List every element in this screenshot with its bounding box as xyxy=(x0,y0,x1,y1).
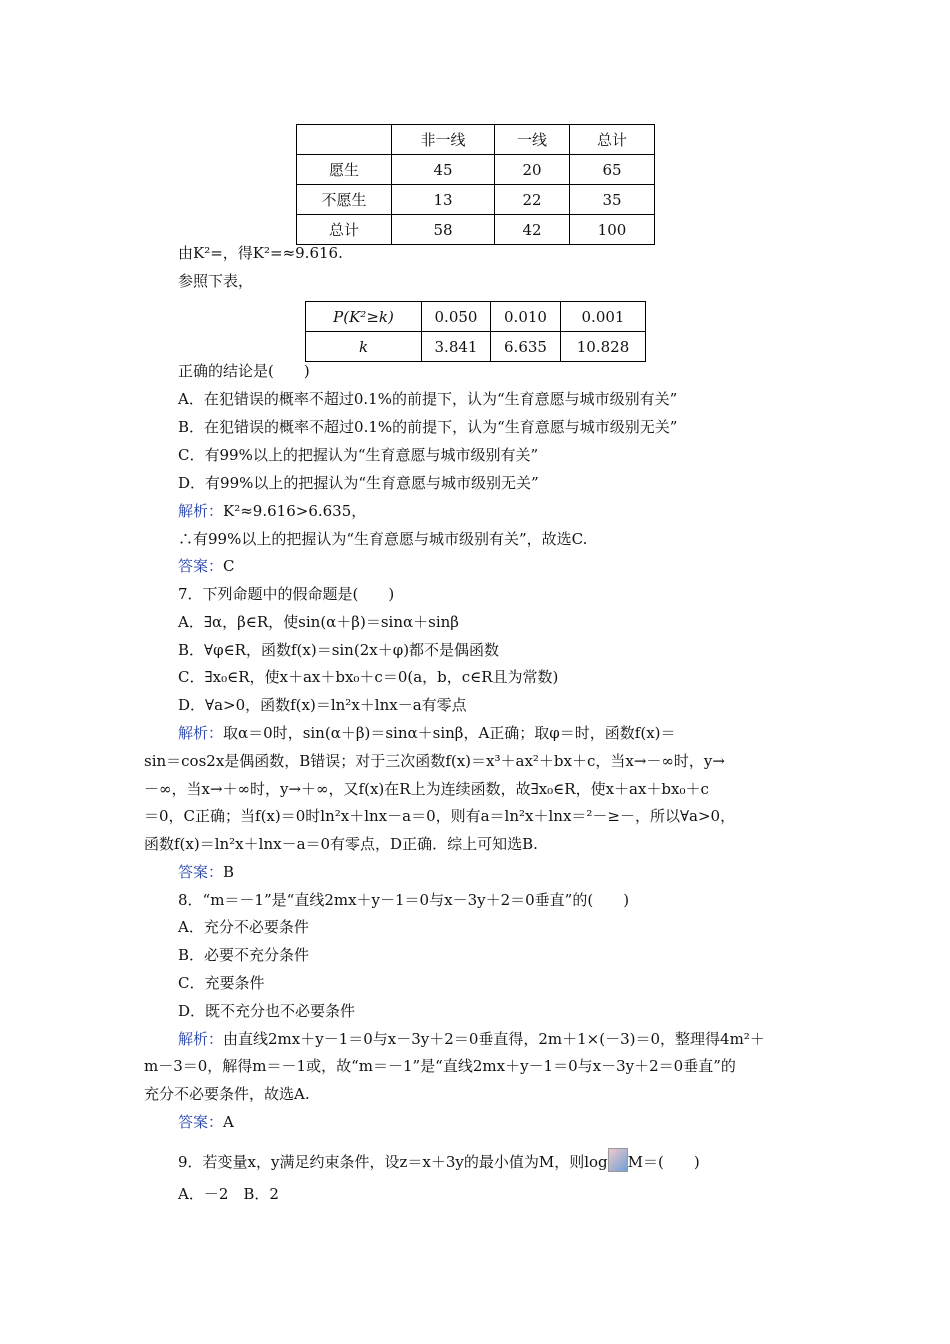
option-d: D．有99%以上的把握认为“生育意愿与城市级别无关” xyxy=(178,474,539,492)
q8-analysis-line: 充分不必要条件，故选A. xyxy=(144,1085,310,1103)
q8-option-c: C．充要条件 xyxy=(178,974,265,992)
answer-value: B xyxy=(223,863,235,881)
table-row xyxy=(306,302,646,332)
analysis-label: 解析： xyxy=(178,1030,224,1048)
q8-answer-line xyxy=(178,1112,234,1132)
table-cell: 45 xyxy=(392,155,495,185)
table-row xyxy=(297,215,655,245)
answer-label: 答案： xyxy=(178,863,224,881)
table-header-row xyxy=(297,125,655,155)
q7-analysis-line: ＝0，C正确；当f(x)＝0时ln²x＋lnx－a＝0，则有a＝ln²x＋lnx＝²－≥－，所以∀a>0， xyxy=(144,807,736,825)
answer-line xyxy=(178,556,235,576)
q7-analysis-line: －∞，当x→＋∞时，y→＋∞，又f(x)在R上为连续函数，故∃x₀∈R，使x＋ax＋bx₀＋c xyxy=(144,780,709,798)
critical-value-table xyxy=(305,301,646,362)
table-cell: 100 xyxy=(570,215,655,245)
table-cell: 10.828 xyxy=(561,332,646,362)
option-b: B．在犯错误的概率不超过0.1%的前提下，认为“生育意愿与城市级别无关” xyxy=(178,418,678,436)
table-cell: 不愿生 xyxy=(297,185,392,215)
table-cell: 一线 xyxy=(495,125,570,155)
table-row xyxy=(297,155,655,185)
q7-option-a: A．∃α，β∈R，使sin(α＋β)＝sinα＋sinβ xyxy=(178,613,459,631)
analysis-label: 解析： xyxy=(178,724,224,742)
table-cell: 0.001 xyxy=(561,302,646,332)
q8-analysis-line: m－3＝0，解得m＝－1或，故“m＝－1”是“直线2mx＋y－1＝0与x－3y＋2＝0垂直”的 xyxy=(144,1057,736,1075)
question-prompt: 正确的结论是( ) xyxy=(178,362,310,380)
table-cell: 20 xyxy=(495,155,570,185)
table-cell: 总计 xyxy=(570,125,655,155)
q9-options: A．－2 B．2 xyxy=(178,1185,279,1203)
q7-analysis-line: 函数f(x)＝ln²x＋lnx－a＝0有零点，D正确．综上可知选B. xyxy=(144,835,538,853)
table-cell: 总计 xyxy=(297,215,392,245)
answer-label: 答案： xyxy=(178,557,224,575)
analysis-text: 取α＝0时，sin(α＋β)＝sinα＋sinβ，A正确；取φ＝时，函数f(x)＝ xyxy=(223,724,676,742)
table-cell: 42 xyxy=(495,215,570,245)
table-cell: 13 xyxy=(392,185,495,215)
table-row xyxy=(297,185,655,215)
table-cell: 非一线 xyxy=(392,125,495,155)
q8-analysis-line xyxy=(178,1029,765,1049)
table-cell: 0.050 xyxy=(422,302,491,332)
contingency-table xyxy=(296,124,655,245)
q7-analysis-line xyxy=(178,723,676,743)
answer-value: C xyxy=(223,557,235,575)
text-line: 参照下表， xyxy=(178,272,254,290)
option-c: C．有99%以上的把握认为“生育意愿与城市级别有关” xyxy=(178,446,539,464)
q7-option-d: D．∀a>0，函数f(x)＝ln²x＋lnx－a有零点 xyxy=(178,696,467,714)
q7-answer-line xyxy=(178,862,234,882)
question-9-stem xyxy=(178,1148,700,1172)
table-cell: P(K²≥k) xyxy=(306,302,422,332)
q7-option-b: B．∀φ∈R，函数f(x)＝sin(2x＋φ)都不是偶函数 xyxy=(178,641,500,659)
table-cell: 6.635 xyxy=(491,332,561,362)
option-a: A．在犯错误的概率不超过0.1%的前提下，认为“生育意愿与城市级别有关” xyxy=(178,390,678,408)
table-cell: 65 xyxy=(570,155,655,185)
q8-option-a: A．充分不必要条件 xyxy=(178,918,309,936)
table-cell: k xyxy=(306,332,422,362)
formula-line: 由K²=，得K²=≈9.616. xyxy=(178,244,343,262)
q9-stem-tail: M＝( ) xyxy=(627,1153,700,1171)
answer-value: A xyxy=(223,1113,234,1131)
table-cell: 3.841 xyxy=(422,332,491,362)
table-cell xyxy=(297,125,392,155)
table-cell: 愿生 xyxy=(297,155,392,185)
analysis-line xyxy=(178,501,366,521)
table-cell: 22 xyxy=(495,185,570,215)
table-cell: 58 xyxy=(392,215,495,245)
table-cell: 35 xyxy=(570,185,655,215)
conclusion-line: ∴有99%以上的把握认为“生育意愿与城市级别有关”，故选C. xyxy=(178,530,588,548)
analysis-text: 由直线2mx＋y－1＝0与x－3y＋2＝0垂直得，2m＋1×(－3)＝0，整理得4m²＋ xyxy=(223,1030,765,1048)
analysis-text: K²≈9.616>6.635， xyxy=(223,502,367,520)
answer-label: 答案： xyxy=(178,1113,224,1131)
question-8-stem: 8．“m＝－1”是“直线2mx＋y－1＝0与x－3y＋2＝0垂直”的( ) xyxy=(178,891,630,909)
broken-image-icon xyxy=(608,1148,628,1172)
question-7-stem: 7．下列命题中的假命题是( ) xyxy=(178,585,395,603)
q7-option-c: C．∃x₀∈R，使x＋ax＋bx₀＋c＝0(a，b，c∈R且为常数) xyxy=(178,668,559,686)
table-row xyxy=(306,332,646,362)
q9-stem-text: 9．若变量x，y满足约束条件，设z＝x＋3y的最小值为M，则log xyxy=(178,1153,608,1171)
q7-analysis-line: sin＝cos2x是偶函数，B错误；对于三次函数f(x)＝x³＋ax²＋bx＋c，当x→－∞时，y→ xyxy=(144,752,725,770)
q8-option-b: B．必要不充分条件 xyxy=(178,946,310,964)
analysis-label: 解析： xyxy=(178,502,224,520)
table-cell: 0.010 xyxy=(491,302,561,332)
q8-option-d: D．既不充分也不必要条件 xyxy=(178,1002,356,1020)
